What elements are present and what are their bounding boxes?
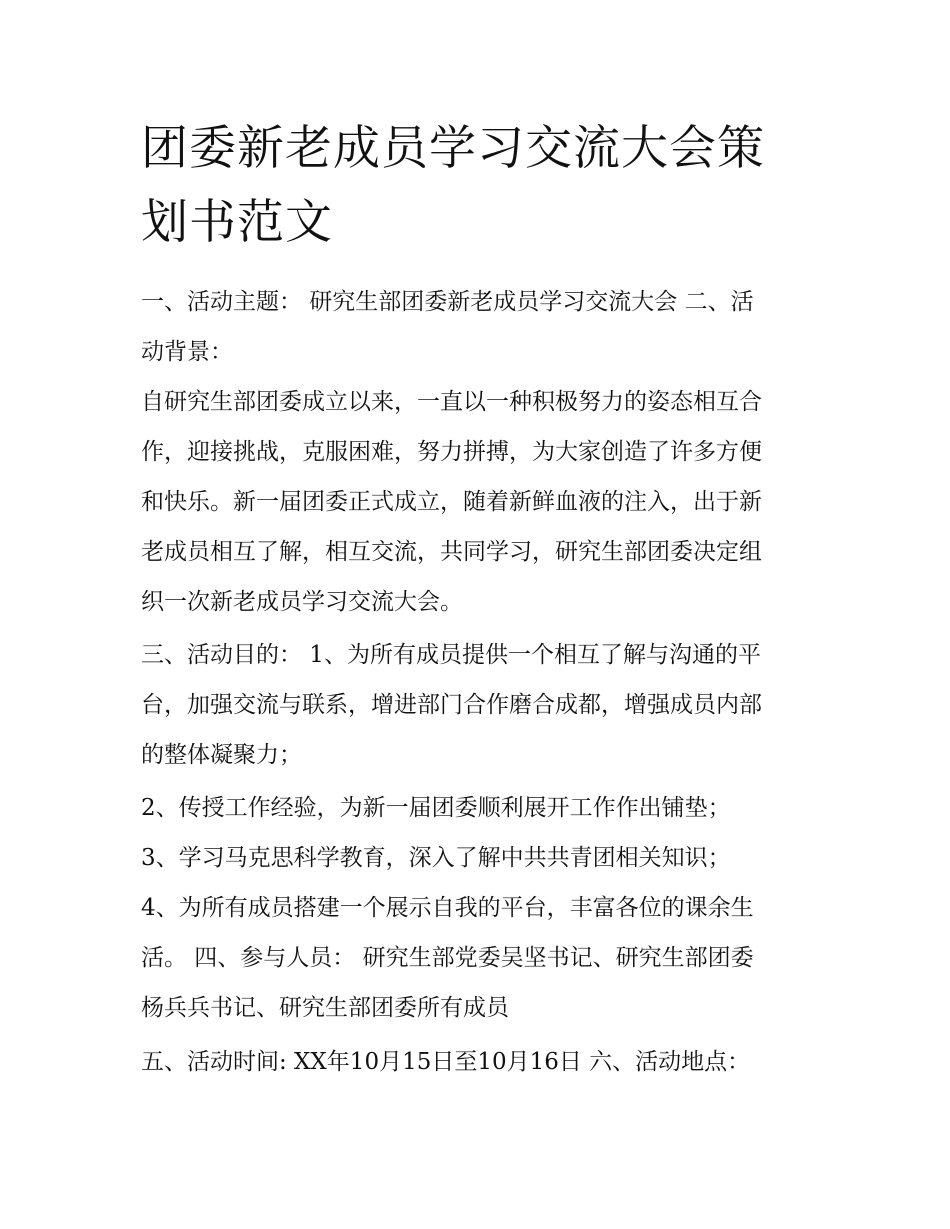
body-line-8: 三、活动目的： 1、为所有成员提供一个相互了解与沟通的平 — [141, 642, 761, 668]
body-line-6: 老成员相互了解，相互交流，共同学习，研究生部团委决定组 — [141, 539, 762, 565]
body-line-11: 2、传授工作经验，为新一届团委顺利展开工作作出铺垫； — [141, 795, 731, 821]
body-line-9: 台，加强交流与联系，增进部门合作磨合成都，增强成员内部 — [141, 692, 762, 718]
body-line-4: 作，迎接挑战，克服困难，努力拼搏，为大家创造了许多方便 — [141, 439, 762, 465]
body-line-5: 和快乐。新一届团委正式成立，随着新鲜血液的注入，出于新 — [141, 489, 762, 515]
body-line-3: 自研究生部团委成立以来，一直以一种积极努力的姿态相互合 — [141, 389, 762, 415]
body-line-15: 杨兵兵书记、研究生部团委所有成员 — [141, 995, 509, 1021]
body-line-7: 织一次新老成员学习交流大会。 — [141, 589, 463, 615]
body-line-14: 活。 四、参与人员： 研究生部党委吴坚书记、研究生部团委 — [141, 945, 754, 971]
body-line-12: 3、学习马克思科学教育，深入了解中共共青团相关知识； — [141, 845, 731, 871]
body-line-16: 五、活动时间: XX年10月15日至10月16日 六、活动地点： — [141, 1049, 751, 1075]
document-title-line-2: 划书范文 — [141, 195, 333, 250]
body-line-1: 一、活动主题： 研究生部团委新老成员学习交流大会 二、活 — [141, 289, 754, 315]
document-title-line-1: 团委新老成员学习交流大会策 — [141, 121, 765, 176]
document-title — [141, 112, 821, 260]
body-line-10: 的整体凝聚力； — [141, 742, 302, 768]
body-line-13: 4、为所有成员搭建一个展示自我的平台，丰富各位的课余生 — [141, 895, 754, 921]
body-line-2: 动背景： — [141, 339, 233, 365]
